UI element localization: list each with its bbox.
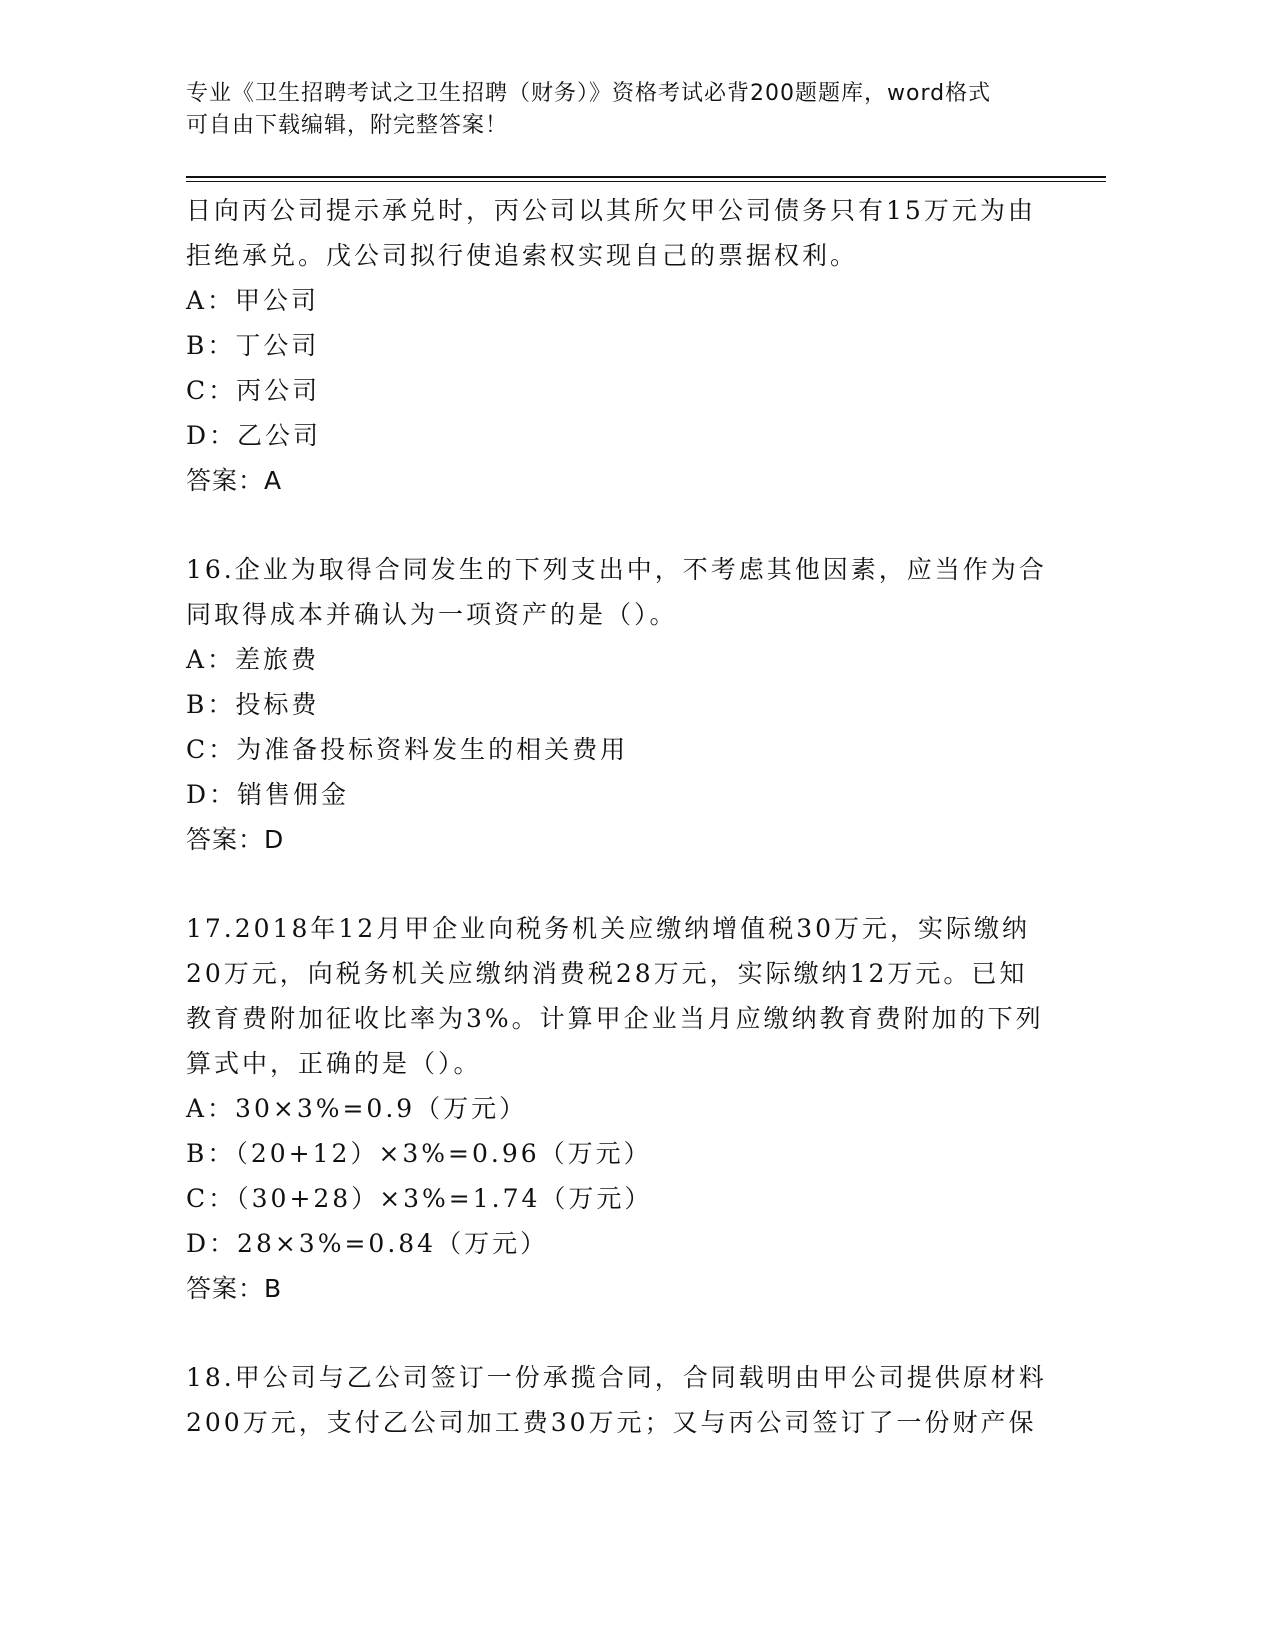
option-a: A：30×3%=0.9（万元）: [186, 1094, 528, 1123]
option-d: D：销售佣金: [186, 780, 350, 809]
question-stem-line: 日向丙公司提示承兑时，丙公司以其所欠甲公司债务只有15万元为由: [186, 196, 1036, 225]
question-16: [186, 547, 1076, 862]
question-stem-line: 20万元，向税务机关应缴纳消费税28万元，实际缴纳12万元。已知: [186, 959, 1028, 988]
header-divider: [186, 176, 1106, 182]
question-stem-line: 教育费附加征收比率为3%。计算甲企业当月应缴纳教育费附加的下列: [186, 1004, 1044, 1033]
option-b: B：（20+12）×3%=0.96（万元）: [186, 1139, 652, 1168]
question-18: [186, 1355, 1076, 1445]
option-c: C：（30+28）×3%=1.74（万元）: [186, 1184, 653, 1213]
option-c: C：丙公司: [186, 376, 321, 405]
option-b: B：丁公司: [186, 331, 320, 360]
option-a: A：甲公司: [186, 286, 320, 315]
option-b: B：投标费: [186, 690, 320, 719]
question-15: [186, 188, 1076, 503]
question-17: [186, 906, 1076, 1311]
document-header: [186, 78, 1066, 142]
question-stem-line: 16.企业为取得合同发生的下列支出中，不考虑其他因素，应当作为合: [186, 555, 1047, 584]
question-stem-line: 17.2018年12月甲企业向税务机关应缴纳增值税30万元，实际缴纳: [186, 914, 1031, 943]
header-title-line-1: 专业《卫生招聘考试之卫生招聘（财务）》资格考试必背200题题库，word格式: [186, 81, 992, 106]
question-stem-line: 200万元，支付乙公司加工费30万元；又与丙公司签订了一份财产保: [186, 1408, 1037, 1437]
question-stem-line: 18.甲公司与乙公司签订一份承揽合同，合同载明由甲公司提供原材料: [186, 1363, 1047, 1392]
answer-line: 答案：A: [186, 466, 283, 495]
question-stem-line: 拒绝承兑。戊公司拟行使追索权实现自己的票据权利。: [186, 241, 859, 270]
answer-line: 答案：D: [186, 825, 285, 854]
option-a: A：差旅费: [186, 645, 320, 674]
option-d: D：28×3%=0.84（万元）: [186, 1229, 549, 1258]
question-stem-line: 同取得成本并确认为一项资产的是（）。: [186, 600, 678, 629]
option-c: C：为准备投标资料发生的相关费用: [186, 735, 629, 764]
option-d: D：乙公司: [186, 421, 322, 450]
header-title-line-2: 可自由下载编辑，附完整答案！: [186, 113, 509, 138]
question-stem-line: 算式中，正确的是（）。: [186, 1049, 482, 1078]
document-body: [186, 188, 1076, 1445]
answer-line: 答案：B: [186, 1274, 283, 1303]
